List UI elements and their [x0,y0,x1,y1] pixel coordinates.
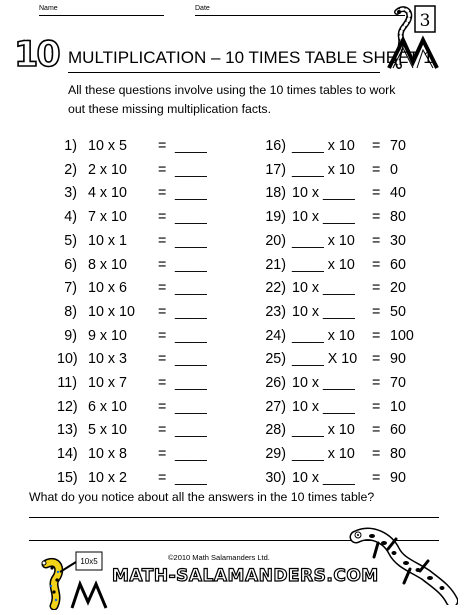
question-expression[interactable]: 10 x ____ [292,375,355,391]
date-line[interactable] [195,15,405,16]
question-answer: 100 [390,327,414,344]
equals-sign: = [372,446,381,463]
question-number: 14) [57,446,78,463]
equals-sign: = [158,422,167,439]
sheet-number: 10 [14,35,59,75]
question-expression: 5 x 10 [88,422,127,439]
question-number: 27) [265,398,286,415]
equals-sign: = [158,280,167,297]
equals-sign: = [158,256,167,273]
equals-sign: = [158,209,167,226]
question-answer: 90 [390,351,406,368]
question-expression[interactable]: ____ X 10 [292,351,358,368]
question-expression: 2 x 10 [88,161,127,178]
question-expression[interactable]: ____ x 10 [292,256,355,273]
question-number: 15) [57,469,78,486]
question-number: 19) [265,209,286,226]
question-number: 11) [57,375,77,391]
question-expression: 10 x 5 [88,138,127,154]
question-number: 9) [64,327,77,344]
title-underline [68,72,380,73]
name-line[interactable] [39,15,164,16]
question-number: 3) [64,185,77,202]
question-number: 10) [57,351,78,368]
page-title: MULTIPLICATION – 10 TIMES TABLE SHEET 1 [68,48,433,67]
question-answer[interactable]: ____ [175,398,207,415]
question-number: 21) [265,256,286,273]
question-number: 20) [265,232,286,249]
question-number: 18) [265,185,286,202]
question-number: 23) [265,303,286,320]
question-answer[interactable]: ____ [175,256,207,273]
equals-sign: = [372,327,381,344]
question-number: 28) [265,422,286,439]
copyright: ©2010 Math Salamanders Ltd. [168,553,270,562]
svg-text:10x5: 10x5 [80,557,98,566]
equals-sign: = [372,256,381,273]
question-expression: 6 x 10 [88,398,127,415]
question-number: 29) [265,446,286,463]
equals-sign: = [158,469,167,486]
question-expression: 10 x 8 [88,446,127,463]
question-answer: 70 [390,375,406,391]
question-answer: 70 [390,138,406,154]
question-expression[interactable]: 10 x ____ [292,280,355,297]
question-answer: 80 [390,446,406,463]
question-number: 26) [265,375,286,391]
question-expression[interactable]: 10 x ____ [292,469,355,486]
equals-sign: = [372,138,381,154]
question-number: 2) [64,161,77,178]
equals-sign: = [158,327,167,344]
question-answer[interactable]: ____ [175,303,207,320]
question-number: 16) [265,138,286,154]
intro-text: All these questions involve using the 10 times tables to work out these missing multiplication facts. [68,83,396,116]
question-answer[interactable]: ____ [175,327,207,344]
question-number: 6) [64,256,77,273]
name-label: Name [39,5,58,12]
question-answer[interactable]: ____ [175,375,207,391]
question-answer: 80 [390,209,406,226]
question-answer[interactable]: ____ [175,138,207,154]
equals-sign: = [372,161,381,178]
equals-sign: = [158,232,167,249]
answer-line-1[interactable] [29,517,439,518]
question-expression[interactable]: ____ x 10 [292,232,355,249]
equals-sign: = [372,185,381,202]
question-expression[interactable]: 10 x ____ [292,209,355,226]
question-answer[interactable]: ____ [175,280,207,297]
question-answer[interactable]: ____ [175,351,207,368]
question-expression[interactable]: 10 x ____ [292,185,355,202]
question-answer: 60 [390,256,406,273]
question-number: 7) [64,280,77,297]
equals-sign: = [158,161,167,178]
question-expression: 7 x 10 [88,209,127,226]
question-number: 4) [64,209,77,226]
question-answer[interactable]: ____ [175,232,207,249]
question-answer[interactable]: ____ [175,209,207,226]
question-number: 8) [64,303,77,320]
equals-sign: = [372,398,381,415]
equals-sign: = [158,138,167,154]
question-number: 1) [64,138,77,154]
equals-sign: = [372,280,381,297]
question-answer: 0 [390,161,398,178]
question-number: 30) [265,469,286,486]
salamander-logo-icon [385,4,445,70]
question-expression: 4 x 10 [88,185,127,202]
question-expression: 10 x 6 [88,280,127,297]
equals-sign: = [158,398,167,415]
question-number: 13) [57,422,78,439]
question-answer[interactable]: ____ [175,446,207,463]
question-number: 22) [265,280,286,297]
salamander-mascot-icon [32,550,112,610]
footer-question: What do you notice about all the answers in the 10 times table? [29,490,375,504]
level-badge: 3 [419,11,431,31]
question-expression[interactable]: ____ x 10 [292,327,355,344]
question-answer[interactable]: ____ [175,469,207,486]
question-answer: 50 [390,303,406,320]
question-number: 24) [265,327,286,344]
question-number: 25) [265,351,286,368]
equals-sign: = [158,446,167,463]
equals-sign: = [372,375,381,391]
question-answer: 10 [390,398,406,415]
equals-sign: = [158,303,167,320]
question-expression[interactable]: ____ x 10 [292,446,355,463]
salamander-drawing-icon [348,525,458,605]
question-expression[interactable]: 10 x ____ [292,303,355,320]
question-answer[interactable]: ____ [175,161,207,178]
question-answer[interactable]: ____ [175,422,207,439]
question-answer: 30 [390,232,406,249]
question-answer: 40 [390,185,406,202]
question-expression: 8 x 10 [88,256,127,273]
equals-sign: = [158,351,167,368]
equals-sign: = [372,469,381,486]
question-answer[interactable]: ____ [175,185,207,202]
question-expression[interactable]: 10 x ____ [292,398,355,415]
date-label: Date [195,5,210,12]
equals-sign: = [158,185,167,202]
equals-sign: = [372,303,381,320]
question-expression[interactable]: ____ x 10 [292,138,355,154]
question-number: 5) [64,232,77,249]
question-answer: 90 [390,469,406,486]
question-expression[interactable]: ____ x 10 [292,422,355,439]
equals-sign: = [158,375,167,391]
equals-sign: = [372,232,381,249]
question-expression: 10 x 2 [88,469,127,486]
question-number: 12) [57,398,78,415]
question-expression: 10 x 7 [88,375,127,391]
question-expression: 10 x 3 [88,351,127,368]
equals-sign: = [372,209,381,226]
equals-sign: = [372,422,381,439]
question-expression: 10 x 10 [88,303,135,320]
question-answer: 20 [390,280,406,297]
question-answer: 60 [390,422,406,439]
question-expression[interactable]: ____ x 10 [292,161,355,178]
question-number: 17) [265,161,286,178]
question-expression: 10 x 1 [88,232,127,249]
equals-sign: = [372,351,381,368]
question-expression: 9 x 10 [88,327,127,344]
brand-url[interactable]: MATH-SALAMANDERS.COM [112,566,379,586]
